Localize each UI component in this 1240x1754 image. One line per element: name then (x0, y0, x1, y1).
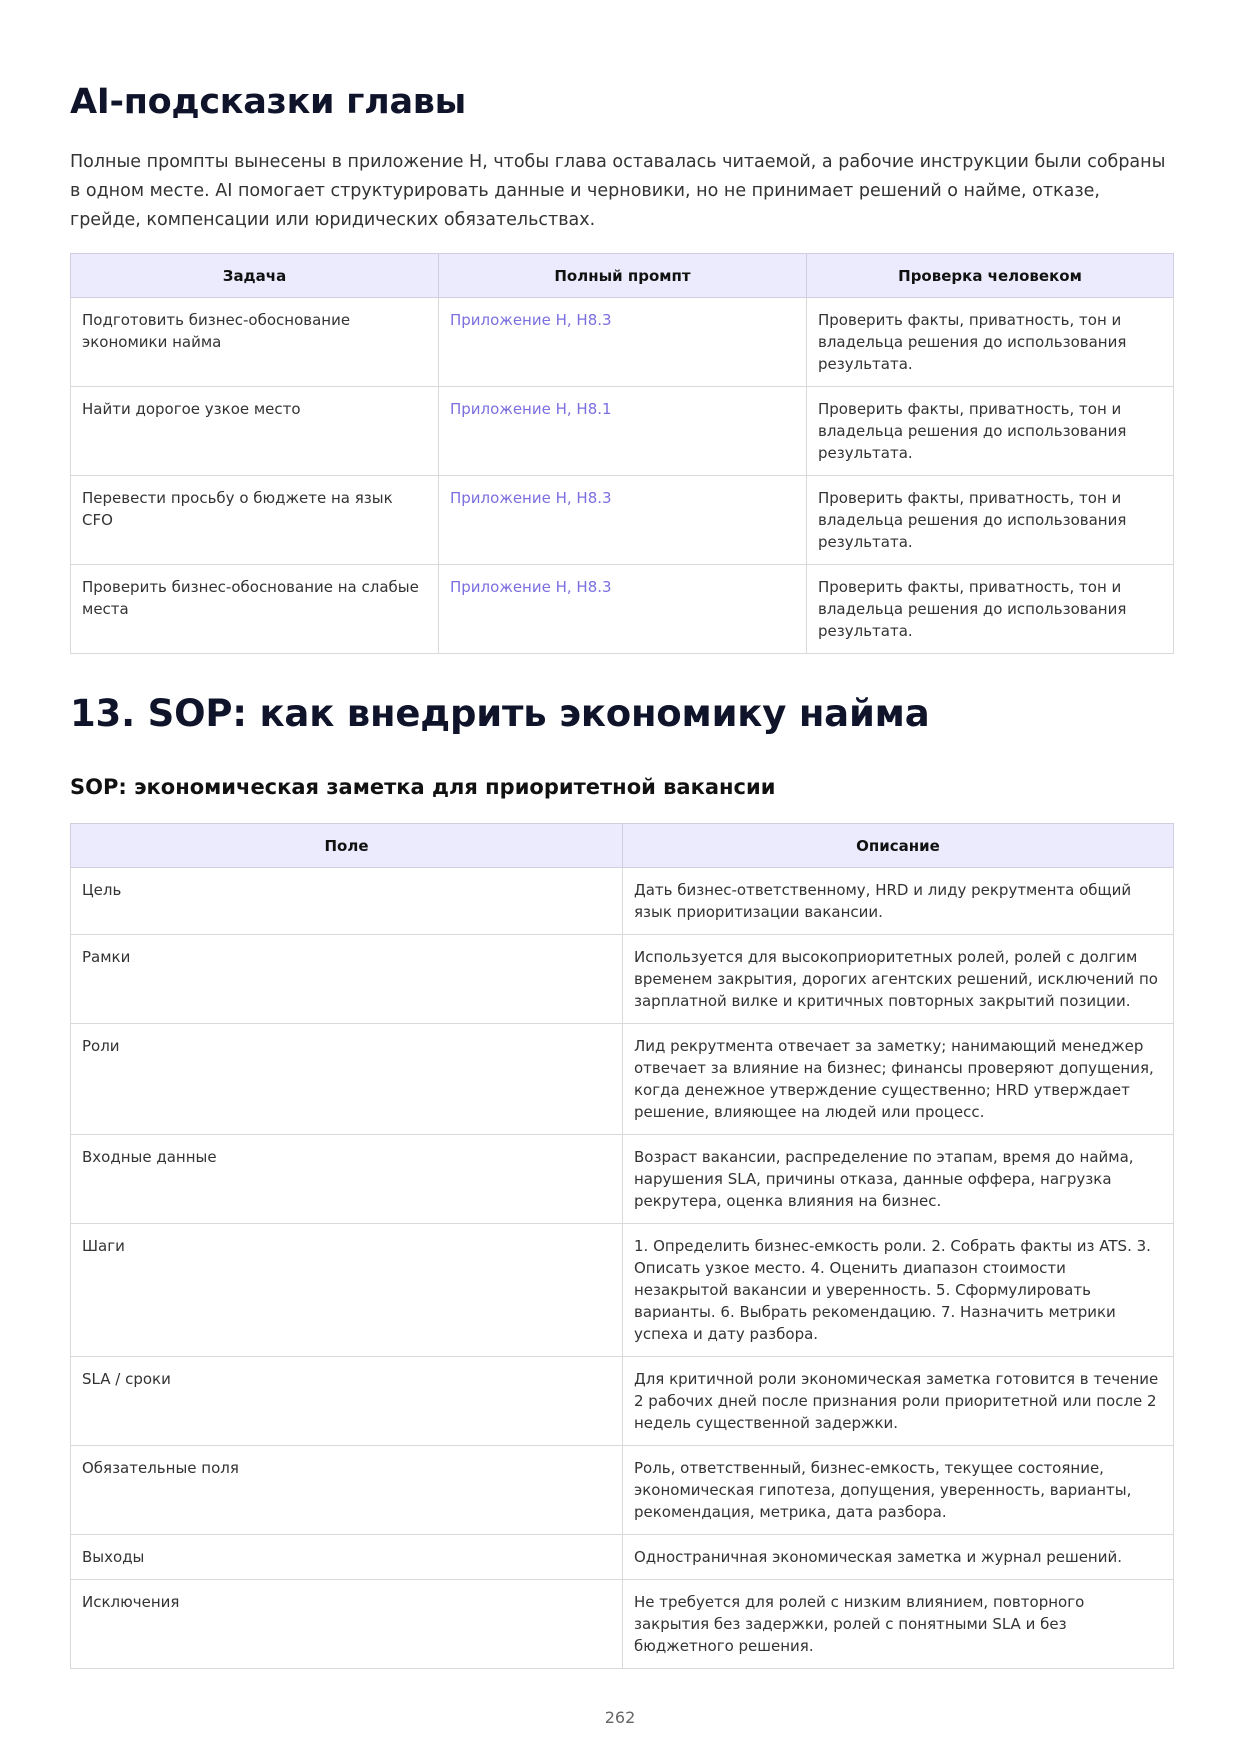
field-cell: Шаги (71, 1224, 623, 1357)
table-row (71, 1535, 1174, 1580)
description-cell: Используется для высокоприоритетных ролей, ролей с долгим временем закрытия, дорогих агентских решений, исключений по зарплатной вилке и критичных повторных закрытий позиции. (623, 935, 1174, 1024)
task-cell: Перевести просьбу о бюджете на язык CFO (71, 476, 439, 565)
table-row (71, 868, 1174, 935)
table-row (71, 1024, 1174, 1135)
check-cell: Проверить факты, приватность, тон и владельца решения до использования результата. (807, 565, 1174, 654)
sop-section-title: 13. SOP: как внедрить экономику найма (70, 692, 930, 735)
table-row (71, 935, 1174, 1024)
table-header-row (71, 254, 1174, 298)
table-row (71, 1446, 1174, 1535)
prompt-link[interactable]: Приложение H, H8.3 (439, 476, 807, 565)
field-cell: SLA / сроки (71, 1357, 623, 1446)
task-cell: Проверить бизнес-обоснование на слабые места (71, 565, 439, 654)
table-row (71, 476, 1174, 565)
prompt-link[interactable]: Приложение H, H8.1 (439, 387, 807, 476)
header-task: Задача (71, 254, 439, 298)
check-cell: Проверить факты, приватность, тон и владельца решения до использования результата. (807, 298, 1174, 387)
description-cell: Лид рекрутмента отвечает за заметку; нанимающий менеджер отвечает за влияние на бизнес; финансы проверяют допущения, когда денежное утверждение существенно; HRD утверждает решение, влияющее на людей или процесс. (623, 1024, 1174, 1135)
ai-section-intro: Полные промпты вынесены в приложение H, чтобы глава оставалась читаемой, а рабочие инструкции были собраны в одном месте. AI помогает структурировать данные и черновики, но не принимает решений о найме, отказе, грейде, компенсации или юридических обязательствах. (70, 152, 1166, 230)
ai-section-title: AI-подсказки главы (70, 82, 466, 122)
table-header-row (71, 824, 1174, 868)
table-row (71, 1224, 1174, 1357)
field-cell: Выходы (71, 1535, 623, 1580)
description-cell: Роль, ответственный, бизнес-емкость, текущее состояние, экономическая гипотеза, допущения, уверенность, варианты, рекомендация, метрика, дата разбора. (623, 1446, 1174, 1535)
check-cell: Проверить факты, приватность, тон и владельца решения до использования результата. (807, 476, 1174, 565)
header-prompt: Полный промпт (439, 254, 807, 298)
header-field: Поле (71, 824, 623, 868)
table-row (71, 1580, 1174, 1669)
page-number: 262 (604, 1708, 636, 1727)
task-cell: Подготовить бизнес-обоснование экономики найма (71, 298, 439, 387)
field-cell: Входные данные (71, 1135, 623, 1224)
field-cell: Исключения (71, 1580, 623, 1669)
task-cell: Найти дорогое узкое место (71, 387, 439, 476)
sop-table (70, 823, 1174, 1669)
description-cell: Не требуется для ролей с низким влиянием, повторного закрытия без задержки, ролей с понятными SLA и без бюджетного решения. (623, 1580, 1174, 1669)
table-row (71, 565, 1174, 654)
field-cell: Обязательные поля (71, 1446, 623, 1535)
table-row (71, 1357, 1174, 1446)
header-human-check: Проверка человеком (807, 254, 1174, 298)
description-cell: Возраст вакансии, распределение по этапам, время до найма, нарушения SLA, причины отказа, данные оффера, нагрузка рекрутера, оценка влияния на бизнес. (623, 1135, 1174, 1224)
description-cell: Дать бизнес-ответственному, HRD и лиду рекрутмента общий язык приоритизации вакансии. (623, 868, 1174, 935)
sop-subtitle: SOP: экономическая заметка для приоритетной вакансии (70, 775, 776, 799)
description-cell: Для критичной роли экономическая заметка готовится в течение 2 рабочих дней после признания роли приоритетной или после 2 недель существенной задержки. (623, 1357, 1174, 1446)
ai-prompts-table (70, 253, 1174, 654)
header-description: Описание (623, 824, 1174, 868)
table-row (71, 387, 1174, 476)
field-cell: Рамки (71, 935, 623, 1024)
table-row (71, 1135, 1174, 1224)
check-cell: Проверить факты, приватность, тон и владельца решения до использования результата. (807, 387, 1174, 476)
description-cell: 1. Определить бизнес-емкость роли. 2. Собрать факты из ATS. 3. Описать узкое место. 4. Оценить диапазон стоимости незакрытой вакансии и уверенность. 5. Сформулировать варианты. 6. Выбрать рекомендацию. 7. Назначить метрики успеха и дату разбора. (623, 1224, 1174, 1357)
field-cell: Цель (71, 868, 623, 935)
field-cell: Роли (71, 1024, 623, 1135)
description-cell: Одностраничная экономическая заметка и журнал решений. (623, 1535, 1174, 1580)
prompt-link[interactable]: Приложение H, H8.3 (439, 298, 807, 387)
table-row (71, 298, 1174, 387)
prompt-link[interactable]: Приложение H, H8.3 (439, 565, 807, 654)
